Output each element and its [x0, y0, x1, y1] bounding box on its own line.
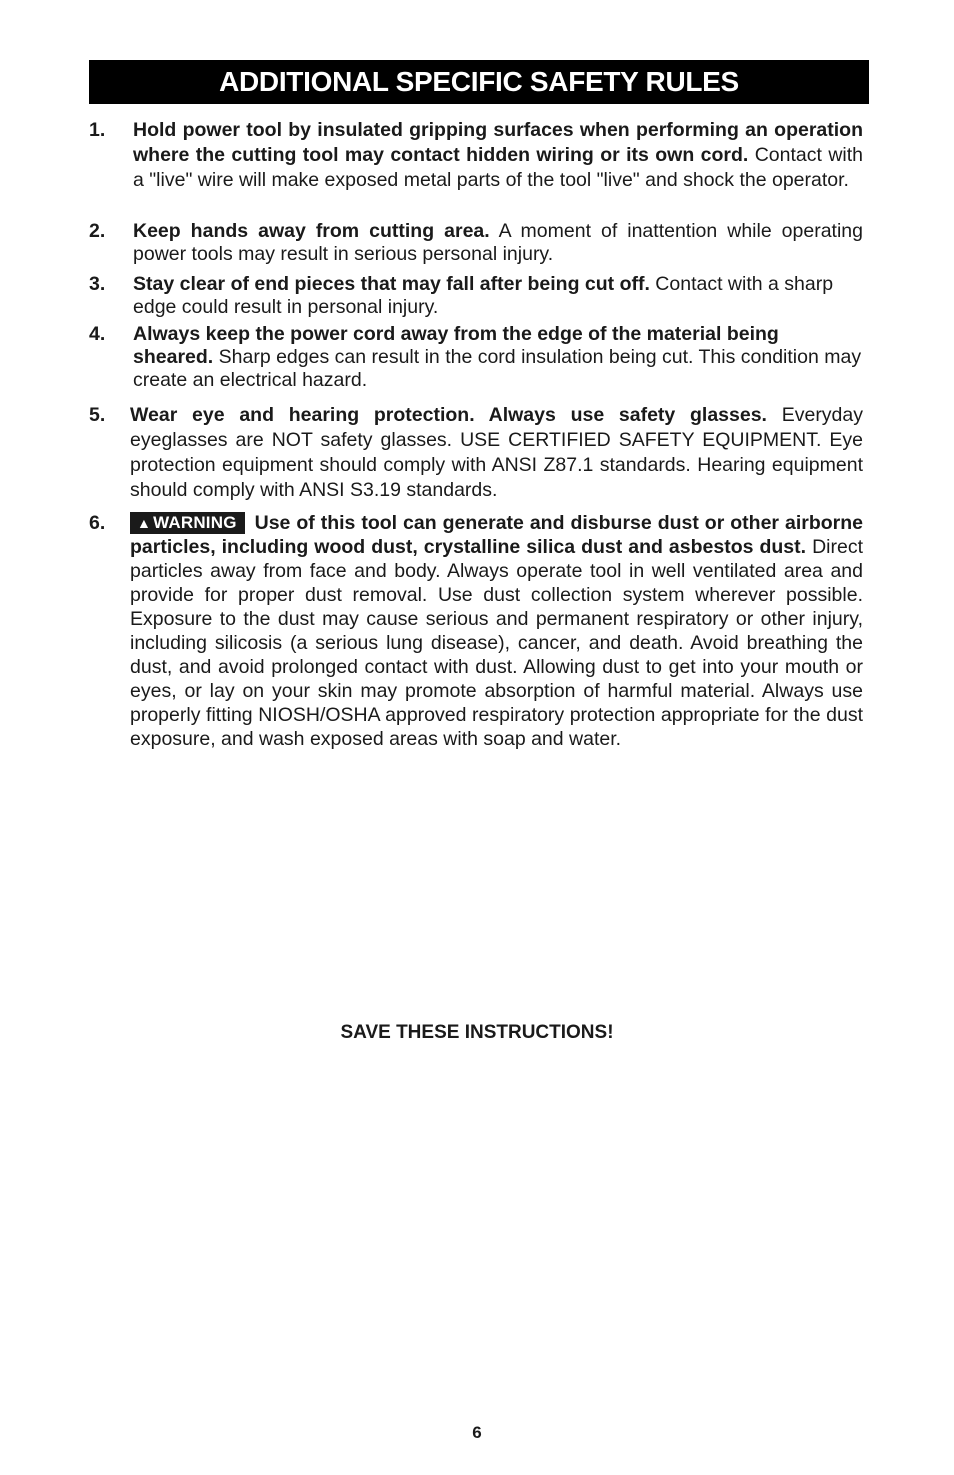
page-number: 6 [472, 1423, 482, 1442]
warning-label: WARNING [153, 513, 237, 532]
rule-text: Contact with a sharp edge could result in personal injury. [133, 273, 834, 318]
warning-triangle-icon: ▲ [137, 515, 152, 531]
rule-lead: Stay clear of end pieces that may fall after being cut off. [133, 273, 650, 295]
rule-body [133, 220, 863, 266]
rule-text: Contact with a "live" wire will make exposed metal parts of the tool "live" and shock the operator. [133, 144, 864, 191]
rule-body [130, 403, 863, 503]
rule-number: 6. [89, 512, 106, 534]
rule-body [133, 118, 863, 193]
rule-body [133, 273, 863, 319]
safety-rule-6 [89, 511, 863, 751]
section-title: ADDITIONAL SPECIFIC SAFETY RULES [89, 60, 869, 104]
safety-rule-3 [89, 273, 863, 319]
safety-rule-1 [89, 118, 863, 193]
rule-lead: Keep hands away from cutting area. [133, 220, 490, 242]
safety-rule-4 [89, 323, 863, 392]
safety-rule-5 [89, 403, 863, 503]
rule-number: 1. [89, 119, 106, 141]
rule-number: 5. [89, 404, 106, 426]
rule-number: 2. [89, 220, 106, 242]
rule-lead: Always keep the power cord away from the edge of the material being sheared. [133, 323, 779, 368]
rule-number: 4. [89, 323, 106, 345]
rule-text: Everyday eyeglasses are NOT safety glasses. USE CERTIFIED SAFETY EQUIPMENT. Eye protection equipment should comply with ANSI Z87.1 standards. Hearing equipment should comply with ANSI S3.19 standards. [130, 404, 863, 501]
warning-badge [130, 512, 245, 534]
rule-number: 3. [89, 273, 106, 295]
save-instructions: SAVE THESE INSTRUCTIONS! [340, 1022, 614, 1043]
rule-body [133, 323, 863, 392]
safety-rule-2 [89, 220, 863, 266]
rule-text: Sharp edges can result in the cord insulation being cut. This condition may create an electrical hazard. [133, 346, 862, 391]
rule-text: A moment of inattention while operating power tools may result in serious personal injury. [133, 220, 863, 265]
rule-lead: Wear eye and hearing protection. Always use safety glasses. [130, 404, 767, 426]
rule-lead: Hold power tool by insulated gripping surfaces when performing an operation where the cutting tool may contact hidden wiring or its own cord. [133, 119, 863, 166]
rule-text: Direct particles away from face and body. Always operate tool in well ventilated area and provide for proper dust removal. Use dust collection system wherever possible. Exposure to the dust may cause serious and permanent respiratory or other injury, including silicosis (a serious lung disease), cancer, and death. Avoid breathing the dust, and avoid prolonged contact with dust. Allowing dust to get into your mouth or eyes, or lay on your skin may promote absorption of harmful material. Always use properly fitting NIOSH/OSHA approved respiratory protection appropriate for the dust exposure, and wash exposed areas with soap and water. [130, 536, 863, 750]
rule-lead: Use of this tool can generate and disburse dust or other airborne particles, including wood dust, crystalline silica dust and asbestos dust. [130, 512, 863, 558]
rule-body [130, 511, 863, 751]
